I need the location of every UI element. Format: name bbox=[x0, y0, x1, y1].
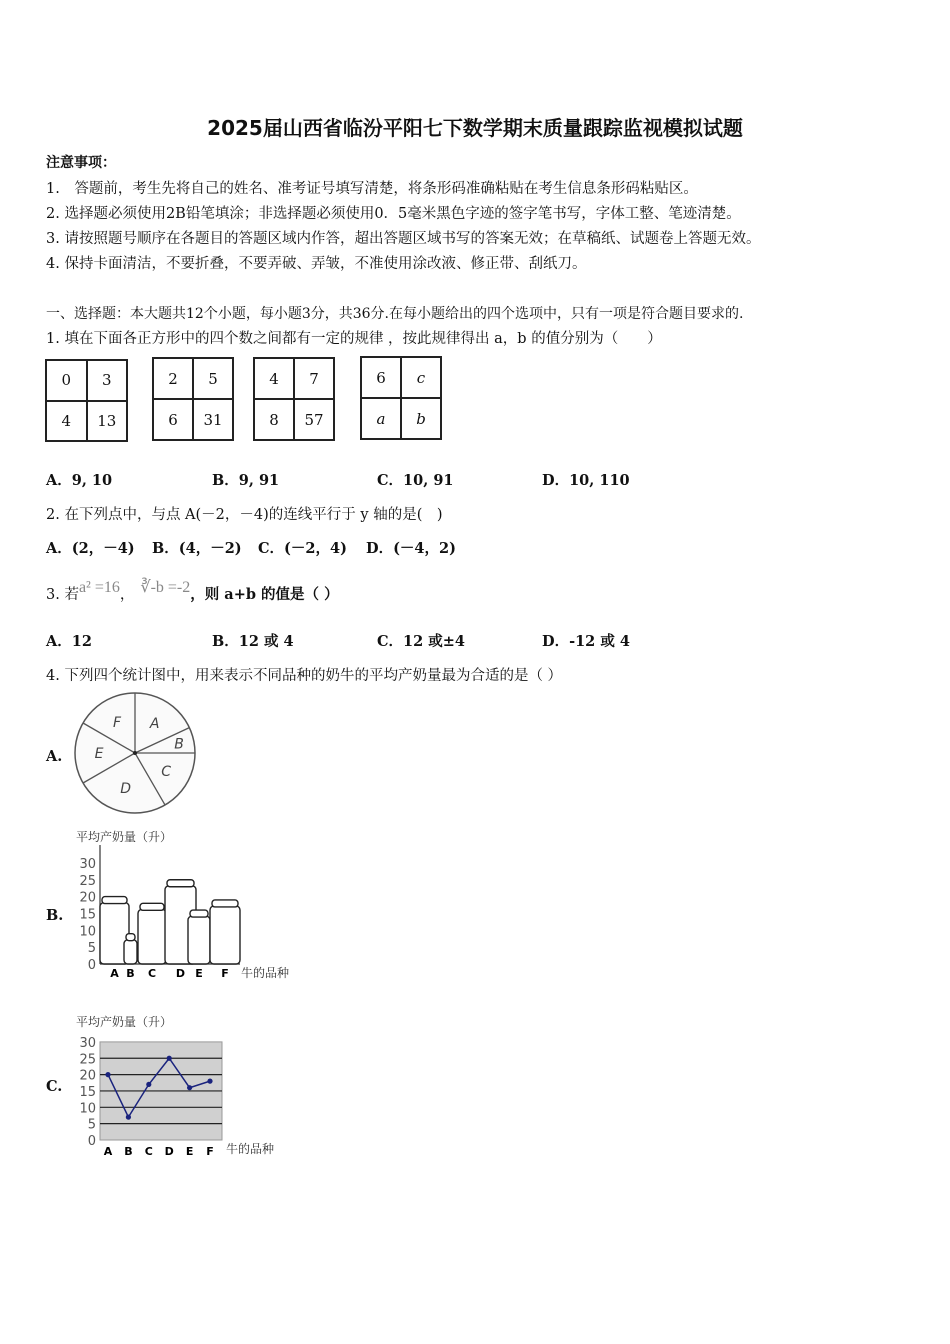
pie-slice-label: D bbox=[120, 780, 132, 797]
jar-lid bbox=[140, 903, 164, 910]
x-axis-title: 牛的品种 bbox=[241, 966, 290, 980]
cell: 5 bbox=[193, 358, 233, 399]
cell: 4 bbox=[254, 358, 294, 399]
pie-slice-label: B bbox=[174, 736, 184, 753]
cell: a bbox=[361, 398, 401, 439]
x-tick-label: C bbox=[147, 967, 157, 980]
q2-option-b[interactable]: B．(4，－2) bbox=[152, 540, 242, 557]
jar-lid bbox=[126, 934, 135, 941]
number-square bbox=[152, 357, 234, 441]
data-point bbox=[105, 1072, 110, 1077]
x-tick-label: D bbox=[175, 967, 186, 980]
x-tick-label: A bbox=[103, 1145, 113, 1158]
q3-option-c[interactable]: C．12 或±4 bbox=[377, 633, 466, 650]
cell: 6 bbox=[153, 399, 193, 440]
y-tick-label: 30 bbox=[79, 856, 96, 872]
x-tick-label: B bbox=[126, 967, 135, 980]
cell: b bbox=[401, 398, 441, 439]
pie-chart bbox=[70, 690, 200, 818]
data-point bbox=[146, 1082, 151, 1087]
x-tick-label: F bbox=[221, 967, 229, 980]
y-tick-label: 15 bbox=[79, 1084, 96, 1100]
cell: 57 bbox=[294, 399, 334, 440]
note-item: 4. 保持卡面清洁，不要折叠，不要弄破、弄皱，不准使用涂改液、修正带、刮纸刀。 bbox=[46, 256, 587, 272]
y-tick-label: 20 bbox=[79, 890, 96, 906]
q3-expr1: a² =16 bbox=[78, 579, 120, 596]
jar-bar-chart bbox=[68, 825, 308, 985]
q4-stem: 4. 下列四个统计图中，用来表示不同品种的奶牛的平均产奶量最为合适的是（ ） bbox=[46, 668, 563, 684]
cell: 3 bbox=[87, 360, 128, 401]
y-tick-label: 10 bbox=[79, 1101, 96, 1117]
q3-expr2: ∛-b =-2 bbox=[140, 579, 191, 596]
q4-option-b-label[interactable]: B. bbox=[46, 907, 64, 924]
x-axis-title: 牛的品种 bbox=[226, 1142, 275, 1156]
q3-option-d[interactable]: D．-12 或 4 bbox=[542, 633, 630, 650]
x-tick-label: E bbox=[195, 967, 203, 980]
q4-option-c-label[interactable]: C. bbox=[46, 1078, 63, 1095]
cell: 8 bbox=[254, 399, 294, 440]
pie-slice-label: E bbox=[94, 746, 104, 762]
jar-lid bbox=[167, 880, 194, 887]
y-tick-label: 0 bbox=[87, 958, 96, 973]
page-title: 2025届山西省临汾平阳七下数学期末质量跟踪监视模拟试题 bbox=[207, 116, 743, 140]
q2-option-d[interactable]: D．(－4，2) bbox=[366, 540, 456, 557]
y-tick-label: 20 bbox=[79, 1068, 96, 1084]
cell: 13 bbox=[87, 401, 128, 442]
q4-option-a-label[interactable]: A. bbox=[46, 748, 63, 765]
note-item: 1. 答题前，考生先将自己的姓名、准考证号填写清楚，将条形码准确粘贴在考生信息条形码粘贴区。 bbox=[46, 181, 698, 197]
pie-slice-label: C bbox=[161, 764, 172, 780]
x-tick-label: C bbox=[144, 1145, 153, 1158]
y-tick-label: 15 bbox=[79, 907, 96, 923]
q3-prefix: 3. 若 bbox=[46, 587, 79, 603]
q2-option-c[interactable]: C．(－2，4) bbox=[258, 540, 347, 557]
x-tick-label: B bbox=[124, 1145, 133, 1158]
y-axis-title: 平均产奶量（升） bbox=[76, 1015, 173, 1029]
y-tick-label: 5 bbox=[87, 1117, 96, 1133]
cell: 4 bbox=[46, 401, 87, 442]
jar-bar bbox=[188, 916, 210, 964]
data-point bbox=[126, 1115, 131, 1120]
y-tick-label: 25 bbox=[79, 873, 96, 889]
q2-stem: 2. 在下列点中，与点 A(－2，－4)的连线平行于 y 轴的是( ) bbox=[46, 507, 443, 523]
q3-comma: ， bbox=[119, 587, 135, 603]
pie-slice-label: A bbox=[149, 715, 160, 732]
pie-slice-label: F bbox=[112, 714, 122, 731]
jar-lid bbox=[212, 900, 238, 907]
number-square bbox=[360, 356, 442, 440]
cell: 2 bbox=[153, 358, 193, 399]
number-square bbox=[45, 359, 128, 442]
y-tick-label: 10 bbox=[79, 924, 96, 940]
y-tick-label: 0 bbox=[87, 1134, 96, 1149]
jar-lid bbox=[190, 910, 208, 917]
note-item: 3. 请按照题号顺序在各题目的答题区域内作答，超出答题区域书写的答案无效；在草稿纸、试题卷上答题无效。 bbox=[46, 231, 761, 247]
cell: 0 bbox=[46, 360, 87, 401]
q2-option-a[interactable]: A．(2，－4) bbox=[46, 540, 135, 557]
q3-stem bbox=[46, 579, 339, 604]
y-tick-label: 30 bbox=[79, 1035, 96, 1051]
y-tick-label: 5 bbox=[87, 941, 96, 957]
jar-bar bbox=[124, 940, 137, 964]
data-point bbox=[187, 1085, 192, 1090]
cell: 6 bbox=[361, 357, 401, 398]
data-point bbox=[167, 1056, 172, 1061]
notes-heading: 注意事项： bbox=[46, 155, 116, 171]
jar-bar bbox=[138, 909, 166, 964]
line-chart bbox=[68, 1010, 308, 1160]
data-point bbox=[207, 1079, 212, 1084]
q1-option-b[interactable]: B．9, 91 bbox=[212, 472, 280, 489]
pie-center bbox=[133, 751, 137, 755]
q3-suffix: ，则 a+b 的值是（ ） bbox=[190, 586, 339, 603]
number-square bbox=[253, 357, 335, 441]
q3-option-a[interactable]: A．12 bbox=[46, 633, 92, 650]
y-tick-label: 25 bbox=[79, 1052, 96, 1068]
jar-lid bbox=[102, 897, 127, 904]
y-axis-title: 平均产奶量（升） bbox=[76, 830, 173, 844]
x-tick-label: A bbox=[110, 967, 119, 980]
q1-option-d[interactable]: D．10, 110 bbox=[542, 472, 630, 489]
q1-option-c[interactable]: C．10, 91 bbox=[377, 472, 454, 489]
cell: c bbox=[401, 357, 441, 398]
section-heading: 一、选择题：本大题共12个小题，每小题3分，共36分.在每小题给出的四个选项中，只有一项是符合题目要求的. bbox=[46, 306, 744, 322]
q1-stem: 1. 填在下面各正方形中的四个数之间都有一定的规律 ，按此规律得出 a，b 的值分别为（ ） bbox=[46, 331, 662, 347]
q1-option-a[interactable]: A．9, 10 bbox=[46, 472, 113, 489]
note-item: 2. 选择题必须使用2B铅笔填涂；非选择题必须使用0．5毫米黑色字迹的签字笔书写，字体工整、笔迹清楚。 bbox=[46, 206, 741, 222]
jar-bar bbox=[210, 906, 240, 964]
x-tick-label: E bbox=[185, 1145, 194, 1158]
x-tick-label: F bbox=[206, 1145, 214, 1158]
cell: 31 bbox=[193, 399, 233, 440]
q3-option-b[interactable]: B．12 或 4 bbox=[212, 633, 294, 650]
cell: 7 bbox=[294, 358, 334, 399]
x-tick-label: D bbox=[164, 1145, 174, 1158]
